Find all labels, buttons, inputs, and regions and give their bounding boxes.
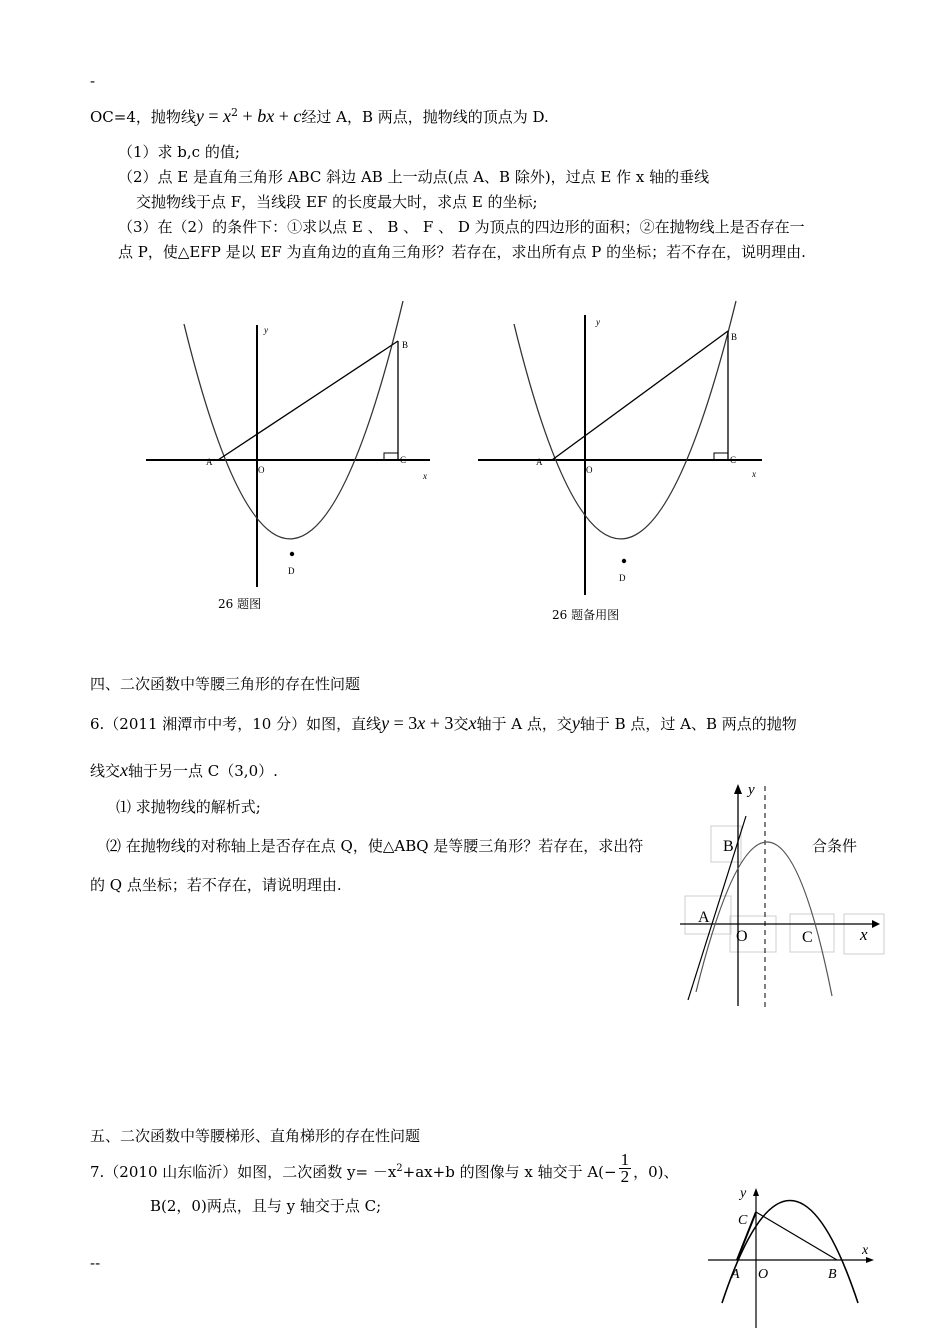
- p7-figure: [700, 1178, 890, 1338]
- p7-frac-den: 2: [620, 1166, 630, 1186]
- label-b: B: [723, 838, 734, 855]
- label-x: x: [752, 469, 756, 479]
- vertex-d-point: [622, 559, 626, 563]
- p7-fraction: [619, 1149, 632, 1186]
- label-o: O: [586, 465, 593, 475]
- p26-q2-line1: （2）点 E 是直角三角形 ABC 斜边 AB 上一动点(点 A、B 除外)，过点 E 作 x 轴的垂线: [118, 168, 710, 186]
- parabola: [696, 842, 832, 996]
- p7-suffix: ，0)、: [633, 1163, 679, 1181]
- p6-line2a: 线交: [90, 762, 121, 780]
- p6-eq-x: x: [417, 713, 426, 733]
- p26-formula-c: c: [293, 106, 302, 126]
- p26-backup-figure-caption: 26 题备用图: [552, 608, 620, 622]
- p6-line1: [90, 714, 797, 733]
- p26-q3-line2: 点 P，使△EFP 是以 EF 为直角边的直角三角形？若存在，求出所有点 P 的坐标；若不存在，说明理由.: [118, 243, 806, 261]
- label-y: y: [596, 317, 600, 327]
- p26-intro-a: OC=4，抛物线: [90, 108, 196, 126]
- label-c: C: [738, 1213, 748, 1228]
- y-axis-arrow: [753, 1188, 759, 1196]
- p26-q2-line2: 交抛物线于点 F，当线段 EF 的长度最大时，求点 E 的坐标;: [136, 193, 538, 211]
- y-axis-arrow: [734, 784, 742, 794]
- right-angle-mark: [384, 453, 398, 460]
- parabola: [184, 301, 403, 539]
- label-a: A: [698, 909, 710, 926]
- p6-mid2: 轴于 A 点，交: [476, 715, 572, 733]
- p26-q3-line1: （3）在（2）的条件下：①求以点 E 、 B 、 F 、 D 为顶点的四边形的面积；②在抛物线上是否存在一: [118, 218, 805, 236]
- p7-line2: B(2，0)两点，且与 y 轴交于点 C;: [150, 1197, 382, 1215]
- p7-mid: +ax+b 的图像与 x 轴交于 A(−: [402, 1163, 617, 1181]
- p6-q2-line2: 的 Q 点坐标；若不存在，请说明理由.: [90, 876, 342, 894]
- segment-ab: [552, 331, 728, 460]
- label-o: O: [258, 465, 265, 475]
- line-ab: [688, 816, 746, 1000]
- p6-mid1: 交: [453, 715, 469, 733]
- p7-sup: 2: [396, 1163, 403, 1174]
- label-a: A: [731, 1267, 740, 1282]
- label-y: y: [264, 325, 268, 335]
- p6-prefix: 6.（2011 湘潭市中考，10 分）如图，直线: [90, 715, 382, 733]
- p7-line1: [90, 1149, 679, 1186]
- p26-intro-line: [90, 104, 549, 126]
- section4-title: 四、二次函数中等腰三角形的存在性问题: [90, 675, 361, 693]
- segment-ab: [218, 341, 398, 460]
- p6-eq-tail: + 3: [425, 713, 454, 733]
- p6-eq-y: y: [381, 713, 390, 733]
- label-c: C: [802, 929, 813, 946]
- label-y: y: [740, 1186, 747, 1201]
- label-c: C: [400, 455, 407, 465]
- label-b: B: [402, 340, 409, 350]
- p6-x2: x: [120, 760, 129, 780]
- p6-q2-line1: ⑵ 在抛物线的对称轴上是否存在点 Q，使△ABQ 是等腰三角形？若存在，求出符: [106, 837, 644, 855]
- label-c: C: [730, 455, 737, 465]
- p26-formula-plus2: +: [274, 106, 294, 126]
- p26-backup-figure: [472, 295, 772, 615]
- p26-figure-caption: 26 题图: [218, 597, 262, 611]
- label-x: x: [860, 925, 868, 944]
- p26-intro-b: 经过 A，B 两点，抛物线的顶点为 D.: [301, 108, 549, 126]
- p6-eq-rest: = 3: [389, 713, 418, 733]
- p6-x1: x: [468, 713, 477, 733]
- label-a: A: [536, 457, 543, 467]
- page-mark-top: -: [90, 72, 96, 90]
- p26-figure: [140, 295, 440, 615]
- p6-line2: [90, 761, 278, 780]
- p26-q1: （1）求 b,c 的值;: [118, 143, 240, 161]
- label-d: D: [619, 573, 626, 583]
- p6-mid3: 轴于 B 点，过 A、B 两点的抛物: [579, 715, 797, 733]
- p6-line2b: 轴于另一点 C（3,0）.: [128, 762, 278, 780]
- p6-q1: ⑴ 求抛物线的解析式;: [116, 798, 261, 816]
- p26-formula-eq: =: [203, 106, 224, 126]
- p6-q2-line1-tail: 合条件: [812, 837, 858, 855]
- p26-formula-plus1: +: [238, 106, 258, 126]
- label-x: x: [862, 1243, 869, 1258]
- label-d: D: [288, 566, 295, 576]
- p6-figure: [676, 780, 892, 1012]
- label-o: O: [758, 1267, 769, 1282]
- label-a: A: [206, 457, 213, 467]
- label-b: B: [731, 332, 738, 342]
- p26-formula-y: y: [195, 106, 204, 126]
- p7-prefix: 7.（2010 山东临沂）如图，二次函数 y= －x: [90, 1163, 397, 1181]
- right-angle-mark: [714, 453, 728, 460]
- label-o: O: [736, 928, 748, 945]
- section5-title: 五、二次函数中等腰梯形、直角梯形的存在性问题: [90, 1127, 421, 1145]
- segment-cb: [756, 1212, 837, 1260]
- p6-y1: y: [571, 713, 580, 733]
- parabola: [514, 301, 736, 539]
- p26-formula-bx: bx: [257, 106, 275, 126]
- p26-formula-sup: 2: [231, 106, 239, 119]
- p26-formula-x: x: [223, 106, 232, 126]
- p7-frac-num: 1: [620, 1149, 630, 1169]
- label-x: x: [423, 471, 427, 481]
- label-y: y: [748, 782, 755, 798]
- page-mark-bottom: --: [90, 1254, 101, 1272]
- label-b: B: [828, 1267, 837, 1282]
- x-axis-arrow: [872, 920, 880, 928]
- vertex-d-point: [290, 552, 294, 556]
